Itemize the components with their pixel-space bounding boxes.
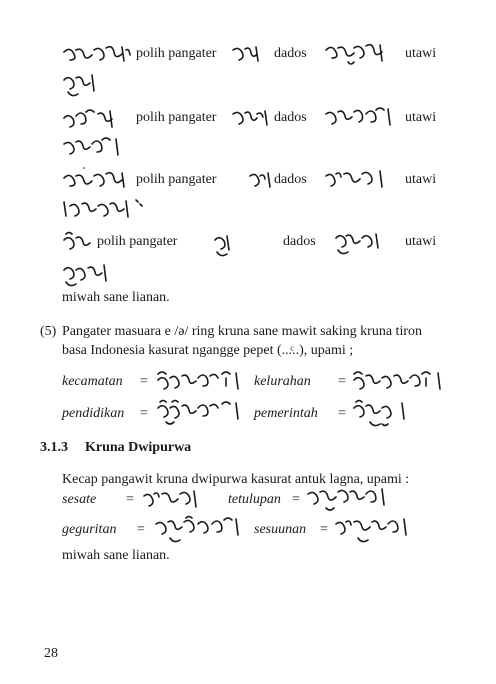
example-word: sesuunan <box>254 522 307 537</box>
section-number: 3.1.3 <box>40 440 68 455</box>
balinese-script-word <box>248 170 274 192</box>
utawi-label: utawi <box>405 234 437 249</box>
item-text-line2: basa Indonesia kasurat ngangge pepet (...ͨ..), upami ; <box>62 343 354 358</box>
balinese-script-word <box>156 370 246 394</box>
section-intro: Kecap pangawit kruna dwipurwa kasurat antuk lagna, upami : <box>62 472 410 487</box>
row-label: polih pangater <box>97 234 178 249</box>
example-word: kelurahan <box>254 374 311 389</box>
equals-sign: = <box>137 522 145 537</box>
balinese-script-word <box>324 106 398 130</box>
balinese-script-word <box>62 44 132 66</box>
balinese-script-word <box>352 400 412 430</box>
utawi-label: utawi <box>405 46 437 61</box>
equals-sign: = <box>140 406 148 421</box>
equals-sign: = <box>338 374 346 389</box>
balinese-script-word <box>62 108 116 132</box>
example-word: pemerintah <box>254 406 318 421</box>
balinese-script-word <box>306 486 392 514</box>
row-label: polih pangater <box>136 46 217 61</box>
example-word: tetulupan <box>228 492 281 507</box>
balinese-script-word <box>334 230 394 258</box>
utawi-label: utawi <box>405 172 437 187</box>
balinese-script-word <box>324 168 388 194</box>
closing-text: miwah sane lianan. <box>62 548 170 563</box>
balinese-script-word <box>142 488 214 512</box>
equals-sign: = <box>126 492 134 507</box>
dados-label: dados <box>274 172 307 187</box>
equals-sign: = <box>320 522 328 537</box>
section-title: Kruna Dwipurwa <box>85 440 192 455</box>
balinese-script-word <box>231 108 271 130</box>
balinese-script-word <box>62 198 144 222</box>
dados-label: dados <box>283 234 316 249</box>
example-word: kecamatan <box>62 374 123 389</box>
example-word: geguritan <box>62 522 117 537</box>
item-text-line1: Pangater masuara e /ə/ ring kruna sane mawit saking kruna tiron <box>62 324 422 339</box>
balinese-script-word <box>62 262 114 288</box>
balinese-script-word <box>62 232 96 254</box>
balinese-script-word <box>213 232 243 260</box>
balinese-script-word <box>352 370 446 394</box>
balinese-script-word <box>334 516 414 546</box>
balinese-script-word <box>324 42 388 68</box>
example-word: sesate <box>62 492 97 507</box>
dados-label: dados <box>274 46 307 61</box>
equals-sign: = <box>140 374 148 389</box>
item-number: (5) <box>40 324 57 339</box>
equals-sign: = <box>338 406 346 421</box>
balinese-script-word <box>154 516 244 546</box>
row-label: polih pangater <box>136 110 217 125</box>
closing-text: miwah sane lianan. <box>62 290 170 305</box>
utawi-label: utawi <box>405 110 437 125</box>
equals-sign: = <box>292 492 300 507</box>
balinese-script-word <box>62 170 132 194</box>
balinese-script-word <box>62 136 124 160</box>
page-number: 28 <box>44 646 58 661</box>
example-word: pendidikan <box>62 406 125 421</box>
balinese-script-word <box>62 72 102 100</box>
balinese-script-word <box>231 44 261 66</box>
row-label: polih pangater <box>136 172 217 187</box>
dados-label: dados <box>274 110 307 125</box>
balinese-script-word <box>156 400 246 428</box>
